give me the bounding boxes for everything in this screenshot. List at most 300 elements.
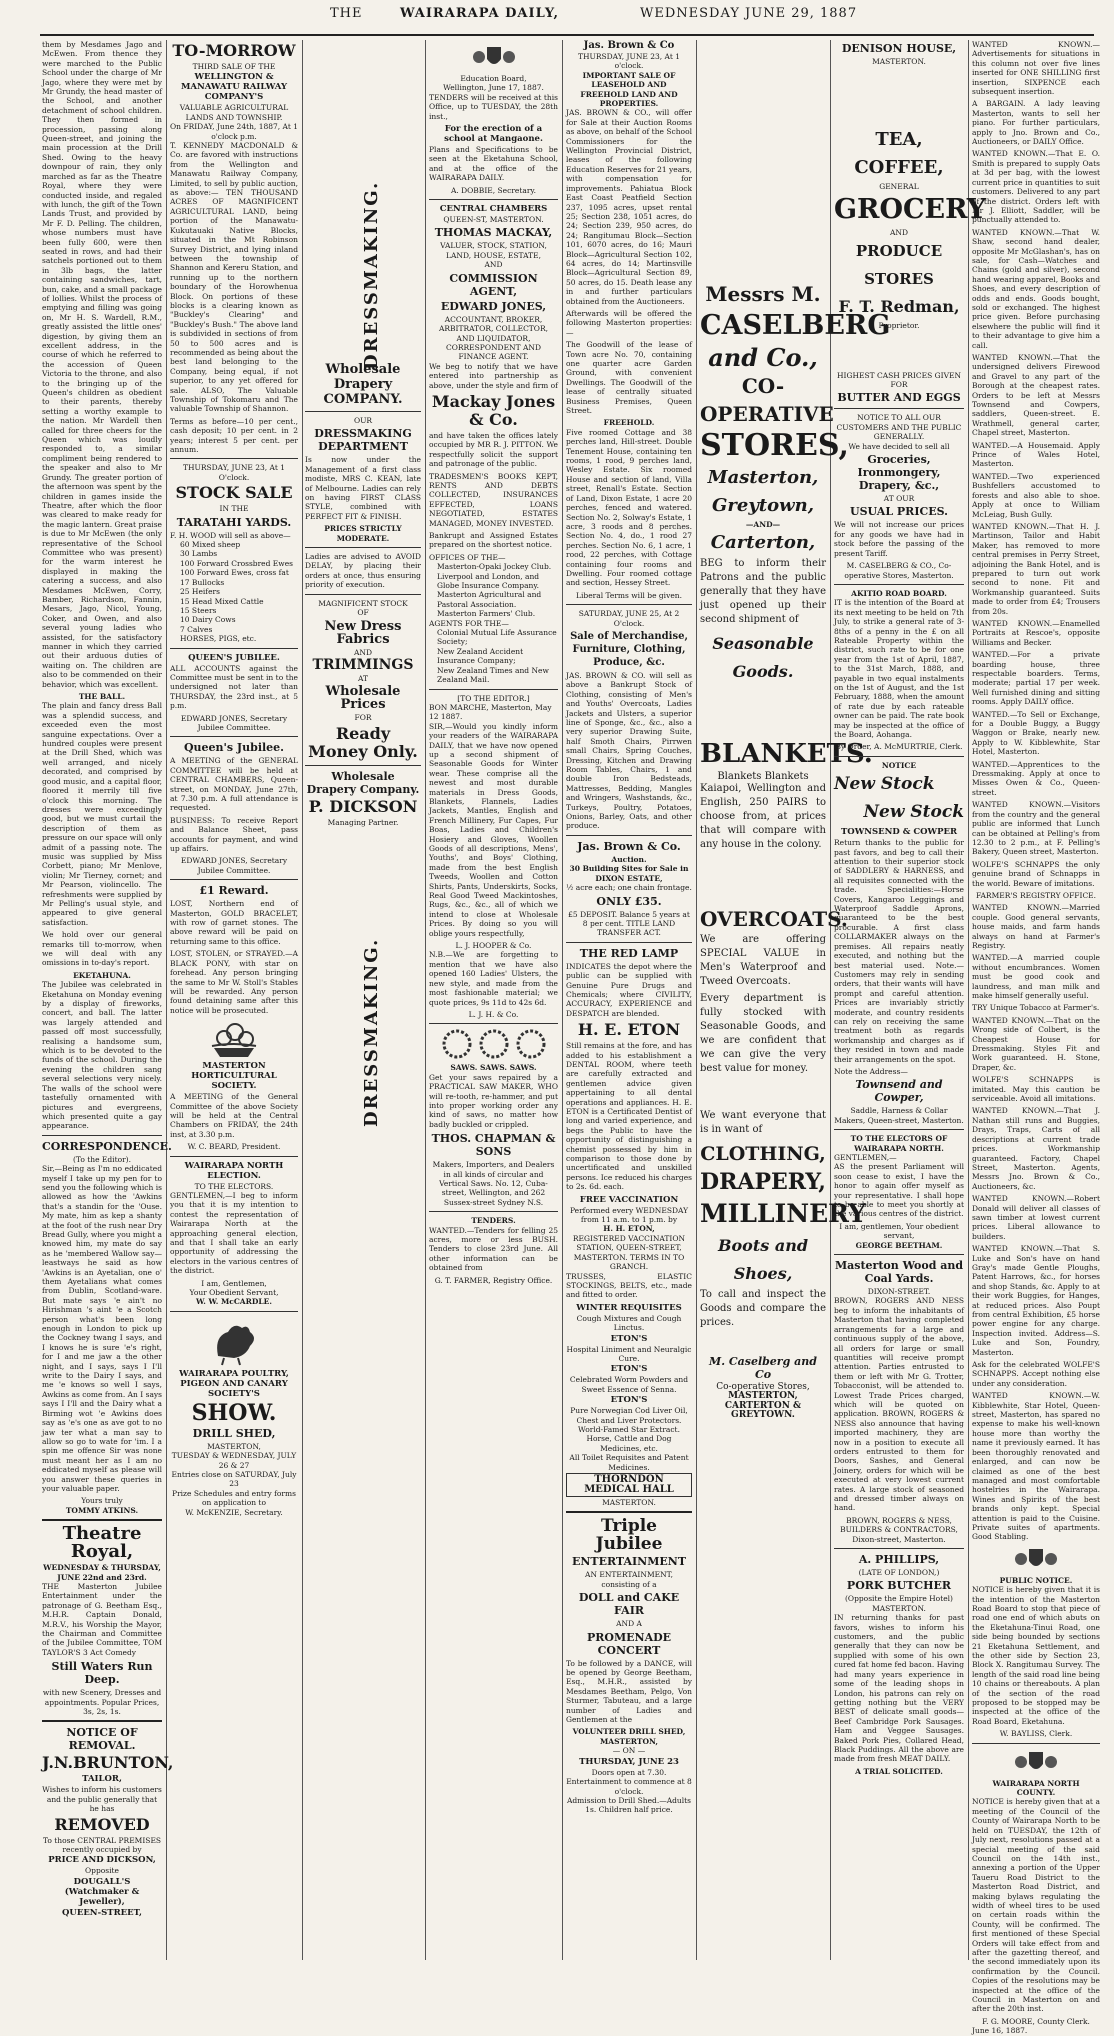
list-item: Masterton-Opaki Jockey Club.	[437, 562, 552, 572]
spacer	[834, 331, 964, 371]
divider	[429, 199, 558, 200]
clothing-heading: CLOTHING,	[700, 1142, 826, 1165]
wanted-ad: WANTED KNOWN.—Robert Donald will deliver all classes of sawn timber at lowest current prices. Liberal allowance to builders.	[972, 1194, 1100, 1241]
letter-sign: L. J. HOOPER & Co.	[455, 941, 532, 951]
tenders-text: TENDERS will be received at this Office, up to TUESDAY, the 28th inst.,	[429, 92, 558, 121]
akitio-sign: By Order, A. McMURTRIE, Clerk.	[835, 742, 963, 752]
akitio-body: IT is the intention of the Board at its next meeting to be held on 7th July, to strike a general rate of 3-8ths of a penny in the £ on all Rateable Property within the district, such rate to be for one year from the 1st of April, 1887, to the 31st March, 1888, and payable in two equal instalments on the 1st of August, and the 1st February, 1888, when the amount of rate due by each rateable owner can be paid. The rate book may be inspected at the office of the Board, Aohanga.	[834, 598, 964, 739]
notice-customers: NOTICE TO ALL OUR CUSTOMERS AND THE PUBLIC GENERALLY.	[836, 413, 962, 442]
column-7	[834, 40, 986, 1960]
phillips-name: A. PHILLIPS,	[858, 1553, 940, 1567]
wanted-ads-list	[972, 99, 1100, 1541]
accountant-line: ACCOUNTANT, BROKER, ARBITRATOR, COLLECTOR, AND LIQUIDATOR, CORRESPONDENT AND FINANCE AGENT.	[438, 314, 548, 362]
wanted-ad: A BARGAIN. A lady leaving Masterton, wants to sell her piano. For further particulars, apply to Jno. Brown and Co., Auctioneers, or DAILY Office.	[972, 99, 1100, 147]
wood-sign: BROWN, ROGERS & NESS, BUILDERS & CONTRACTORS, Dixon-street, Masterton.	[840, 1515, 958, 1544]
public-notice-heading: PUBLIC NOTICE.	[999, 1575, 1073, 1585]
masterton-label: Masterton,	[707, 467, 819, 488]
price-dickson: PRICE AND DICKSON,	[48, 1855, 156, 1866]
denison-masterton: MASTERTON.	[872, 57, 926, 66]
column-3	[305, 40, 421, 1960]
show-heading: SHOW.	[191, 1399, 277, 1426]
letter-text: SIR,—Would you kindly inform your readers of the WAIRARAPA DAILY, that we have now opened up a second shipment of Seasonable Goods for Winter wear. These comprise all the newest and most durable materials in Dress Goods, Blankets, Flannels, Ladies Jackets, Mantles, English and French Millinery, Fur Capes, Fur Boas, Ladies and Children's Hosiery and Gloves, Woollen Goods of all descriptions, Mens', Youths', and Boys' Clothing, made from the best English Tweeds, Woollen and Cotton Shirts, Pants, Underskirts, Socks, Real Good Tweed Mackintoshes, Rugs, &c., &c., all of which we intend to close at Wholesale Prices. By doing so you will oblige yours respectfully,	[429, 721, 558, 938]
wanted-ad: WANTED KNOWN.—That W. Shaw, second hand dealer, opposite Mr McGlashan's, has on sale, for Cash—Watches and Chains (gold and silver), second hand wearing apparel, Books and Shoes, and every description of odds and ends. Goods bought, sold or exchanged. The highest price given. Before purchasing elsewhere the public will find it to their advantage to give him a call.	[972, 227, 1100, 350]
coat-of-arms-icon	[1011, 1748, 1061, 1776]
every-text: Every department is fully stocked with Seasonable Goods, and we are confident that we can give the very best value for money.	[700, 992, 826, 1074]
ball-heading: THE BALL.	[78, 692, 126, 702]
ladies-note: Ladies are advised to AVOID DELAY, by placing their orders at once, thus ensuring priority of execution.	[305, 552, 421, 590]
wdc-2: Wholesale Drapery Company.	[306, 769, 420, 796]
to-editor: [TO THE EDITOR.]	[457, 693, 530, 703]
wanted-ad: WANTED KNOWN.—Married couple. Good general servants, house maids, and farm hands always on hand at Farmer's Registry.	[972, 903, 1100, 950]
thorndon-sub: MASTERTON.	[602, 1498, 656, 1507]
divider	[305, 411, 421, 412]
show-sign: W. McKENZIE, Secretary.	[185, 1507, 283, 1517]
eton-body: Still remains at the fore, and has added to his establishment a DENTAL ROOM, where teeth are carefully extracted and gentlemen advice given appertaining to all dental operations and appliances. H. E. ETON is a Certificated Dentist of long and varied experience, and begs the Public to have the opportunity of distinguishing a chemist possessed by him in comparison to those done by uncertificated and unskilled persons. Ice reduced his charges to 2s. 6d. each.	[566, 1041, 692, 1192]
wanted-ad: WANTED.—Two experienced Bushfellers accustomed to forests and also able to shoe. Apply at once to William McLeiag, Bush Gully.	[972, 471, 1100, 519]
etons-3-body: Pure Norwegian Cod Liver Oil, Chest and Liver Protectors. World-Famed Star Extract. Horse, Cattle and Dog Medicines, etc.	[570, 1406, 688, 1453]
column-separator	[166, 40, 167, 1960]
wanted-ad: WANTED.—To Sell or Exchange, for a Double Buggy, a Buggy Waggon or Brake, nearly new. Apply to W. Kibblewhite, Star Hotel, Masterton.	[972, 709, 1100, 757]
spacer	[700, 855, 826, 905]
coat-of-arms-icon	[1011, 1545, 1061, 1573]
vaccination-foot: REGISTERED VACCINATION STATION, QUEEN-STREET, MASTERTON. TERMS IN TO GRANCH.	[572, 1233, 686, 1272]
drill-shed: DRILL SHED,	[192, 1426, 276, 1440]
co-operative-label: CO-OPERATIVE	[700, 374, 834, 426]
county-date: June 16, 1887.	[972, 2026, 1028, 2036]
divider	[305, 547, 421, 548]
dougall-label: DOUGALL'S (Watchmaker & Jeweller),	[64, 1876, 140, 1907]
divider	[305, 765, 421, 766]
theatre-body: THE Masterton Jubilee Entertainment under the patronage of G. Beetham Esq., M.H.R. Captain Donald, M.R.V., his Worship the Mayor, the Chairman and Committee of the Jubilee Committee, TOM TAYLOR'S 3 Act Comedy	[42, 1581, 162, 1657]
queens-jubilee-2-business: BUSINESS: To receive Report and Balance Sheet, pass accounts for payment, and wind up affairs.	[170, 815, 298, 854]
on-label: — ON —	[612, 1746, 646, 1756]
valuer-line: VALUER, STOCK, STATION, LAND, HOUSE, ESTATE,	[440, 241, 547, 260]
dress-fabrics: New Dress Fabrics	[324, 618, 402, 647]
stock-item: 10 Dairy Cows	[180, 615, 236, 625]
queens-jubilee-2-body: A MEETING of the GENERAL COMMITTEE will be held at CENTRAL CHAMBERS, Queen-street, on MONDAY, June 27th, at 7.30 p.m. A full attendance is requested.	[170, 756, 298, 813]
promenade-concert: PROMENADE CONCERT	[586, 1630, 672, 1657]
prices-moderate: PRICES STRICTLY MODERATE.	[324, 524, 402, 543]
plans-text: Plans and Specifications to be seen at the Eketahuna School, and at the office of the WAIRARAPA DAILY.	[429, 145, 558, 183]
wood-line: F. H. WOOD will sell as above—	[170, 530, 291, 540]
masthead-the: THE	[330, 6, 363, 21]
caselberg-name: CASELBERG	[700, 310, 891, 341]
decided-text: We have decided to sell all	[848, 441, 950, 451]
wanted-ad: WANTED KNOWN.—That S. Luke and Son's have on hand Gray's made Gentle Ploughs, Patent Harrows, &c., for horses and shop Stands, &c. Apply to at their work Buggies, for Hanges, at reduced prices. Also Poupt from central Exhibition, £5 horse power engine for any charge. Inspection invited. Address—S. Luke and Son, Foundry, Masterton.	[972, 1244, 1100, 1357]
queen-street-label: QUEEN-STREET,	[62, 1907, 142, 1918]
list-item: Colonial Mutual Life Assurance Society;	[437, 628, 557, 647]
wanted-ad: WOLFE'S SCHNAPPS is imitated. May this caution be serviceable. Avoid all imitations.	[972, 1075, 1100, 1104]
proprietor-label: Proprietor.	[878, 321, 920, 331]
divider	[170, 458, 298, 459]
divider	[834, 584, 964, 585]
eketahuna-text: The Jubilee was celebrated in Eketahuna on Monday evening by a display of fireworks, concert, and ball. The latter was largely attended and passed off most successfully, realising a handsome sum, which is to be devoted to the funds of the school. During the evening the children sang several selections very nicely. The walls of the school were tastefully ornamented with pictures and evergreens, which presented quite a gay appearance.	[42, 980, 162, 1131]
general-label: GENERAL	[879, 182, 919, 192]
removed-label: REMOVED	[54, 1814, 150, 1834]
thorndon-hall: THORNDON MEDICAL HALL	[566, 1473, 692, 1497]
taratahi-yards: TARATAHI YARDS.	[176, 515, 292, 529]
theatre-play: Still Waters Run Deep.	[51, 1660, 153, 1687]
and-label: AND	[890, 227, 908, 237]
electors-heading: TO THE ELECTORS OF WAIRARAPA NORTH.	[850, 1134, 948, 1153]
reward-heading: £1 Reward.	[199, 884, 269, 898]
doors-text: Doors open at 7.30. Entertainment to commence at 8 o'clock.	[566, 1767, 692, 1796]
trusses-text: TRUSSES, ELASTIC STOCKINGS, BELTS, etc., made and fitted to order.	[566, 1271, 692, 1300]
grocery-heading: GROCERY	[834, 193, 986, 225]
show-entries: Entries close on SATURDAY, July 23	[171, 1470, 297, 1489]
wanted-tenders: WANTED.—Tenders for felling 25 acres, more or less BUSH. Tenders to close 23rd June. All other information can be obtained from	[429, 1225, 558, 1273]
overcoats-heading: OVERCOATS.	[700, 906, 848, 931]
correspondence-text: Sir,—Being as I'm no eddicated myself I take up my pen for to send you the following which is allowed as how the 'Awkins that's a standin for the 'Ouse. My mate, him as kep a shanty at the foot of the rush near Dry Bread Gully, where you might a knowed him, my mate do say as he 'membered Wallow say—leastways he said as how 'Awkins is an Ayetalian, one o' them Ayetalians what comes from Dublin, Scotland-ware. But mate says 'e ain't no Hirishman 's aint 'e a Scotch person what's been long enough in London to pick up the Cockney twang I says, and I knows he is sure 'e's right, for I and me jaw a the other night, and I says, says I I'll write to the Dairy I says, and me 'e knows so well I says, Awkins as come from. An I says says I I'll and the Dairy what a Birming wot 'e Awkins does say as 'e's one as ave got to no jaw ter what a man say to allow so go to wate for 'im. I a spin me offence Sir was none must meant her as I am no eddicated myself as please will you answer these queries in your valuable paper.	[42, 1164, 162, 1493]
building-sites: 30 Building Sites for Sale in DIXON ESTATE,	[569, 864, 689, 883]
stock-item: 7 Calves	[180, 624, 213, 634]
education-board: Education Board,	[460, 74, 527, 83]
for-label: FOR	[354, 713, 372, 723]
tea-coffee: TEA, COFFEE,	[854, 129, 944, 179]
jubilee-report-text: them by Mesdames Jago and McEwen. From thence they were marched to the Public School under the charge of Mr Jago, where they were met by Mr Grundy, the head master of the School, and another detachment of school children. They then formed in procession, passing along Queen-street, and joining the main procession at the Drill Shed. Owing to the heavy downpour of rain, they only marched as far as the Theatre Royal, where they were conducted inside, and regaled with lunch, the gift of the Town Lands Trust, and provided by Mr F. D. Pelling. The children, whose numbers must have been fully 600, were then seated in rows, and had their satchels portioned out to them in 3lb bags, the latter containing sandwiches, tart, bun, cake, and a small package of lollies. Whilst the process of emptying and filling was going on, Mr H. S. Wardell, R.M., greatly assisted the little ones' digestion, by giving them an excellent address, in the course of which he referred to the accession of Queen Victoria to the throne, and also to the bringing up of the Queen's children as obedient to their parents, thereby setting a worthy example to the nation. Mr Wardell then called for three cheers for the Queen which was loudly responded to, a similar compliment being rendered to the speaker and also to Mr Grundy. The greater portion of the afternoon was spent by the children in games inside the Theatre, after which the floor was cleared to make ready for the magic lantern. Great praise is due to Mr McEwen (the only representative of the School Committee who was present) for the warm interest he displayed in making the catering a success, and also Mesdames McEwen, Corry, Bamber, Richardson, Fannin, Mesars, Jago, Nicol, Young, Coker, and Owen, and also several young ladies who assisted, for the satisfactory manner in which they carried out their arduous duties of waiting on. The children are also to be commended on their behavior, which was excellent.	[42, 40, 162, 689]
wanted-ad: WANTED KNOWN.—That on the Wrong side of Colbert, is the Cheapest House for Dressmaking. Styles Fit and Work guaranteed. H. Stone, Draper, &c.	[972, 1015, 1100, 1072]
freehold-heading: FREEHOLD.	[603, 418, 655, 428]
theatre-royal-heading: Theatre Royal,	[62, 1523, 142, 1563]
usual-body: We will not increase our prices for any goods we have had in stock before the passing of the present Tariff.	[834, 520, 964, 558]
stock-sale-heading: STOCK SALE	[175, 483, 293, 503]
magnificent-label: MAGNIFICENT STOCK	[318, 598, 408, 608]
jones-name: EDWARD JONES,	[440, 299, 547, 313]
townsend-heading: TOWNSEND & COWPER	[840, 827, 958, 838]
usual-prices: USUAL PRICES.	[850, 505, 948, 519]
redman-name: F. T. Redman,	[838, 297, 960, 317]
spacer	[700, 686, 826, 736]
divider	[429, 1023, 558, 1024]
taken-text: and have taken the offices lately occupied by MR R. J. PITTON. We respectfully solicit the support and patronage of the public.	[429, 430, 558, 469]
coat-of-arms-icon	[469, 43, 519, 71]
etons-1-body: Hospital Liniment and Neuralgic Cure.	[566, 1344, 692, 1363]
messrs-label: Messrs M.	[705, 282, 821, 306]
tenders-heading: TENDERS.	[471, 1216, 516, 1226]
lands-label: VALUABLE AGRICULTURAL LANDS AND TOWNSHIP.	[179, 103, 289, 122]
blankets-heading: BLANKETS.	[700, 739, 873, 770]
vertical-banner-2: DRESSMAKING.	[361, 937, 382, 1128]
townsend-name: Townsend and Cowper,	[855, 1078, 943, 1105]
gents-body: AS the present Parliament will soon cease to exist, I have the honor to again offer myself as your representative. I shall hope to be able to meet you shortly at the various centres of the district.	[834, 1162, 964, 1219]
dept-body: Is now under the Management of a first class modiste, MRS C. KEAN, late of Melbourne. Ladies can rely on having FIRST CLASS STYLE, combined with PERFECT FIT & FINISH.	[305, 455, 421, 521]
managing-partner: Managing Partner.	[327, 817, 399, 827]
kaiapoi-text: Kaiapoi, Wellington and English, 250 PAIRS to choose from, at prices that will compare with any house in the colony.	[700, 782, 826, 850]
deposit-text: £5 DEPOSIT. Balance 5 years at 8 per cent. TITLE LAND TRANSFER ACT.	[568, 909, 690, 938]
wanted-ad: WANTED KNOWN.—That H. J. Martinson, Tailor and Habit Maker, has removed to more central premises in Perry Street, adjoining the Bank Hotel, and is prepared to turn out work second to none. Fit and Workmanship guaranteed. Suits made to order from £4; Trousers from 20s.	[972, 521, 1100, 616]
divider	[566, 1511, 692, 1513]
divider	[42, 1519, 162, 1521]
opposite-label: (Opposite the Empire Hotel)	[845, 1594, 953, 1604]
gents-label: GENTLEMEN,—	[834, 1153, 897, 1162]
election-heading: WAIRARAPA NORTH ELECTION.	[184, 1160, 284, 1181]
townsend-address-label: Note the Address—	[834, 1066, 908, 1076]
london-label: (LATE OF LONDON,)	[858, 1568, 940, 1578]
triple-jubilee: Triple Jubilee	[595, 1516, 663, 1555]
millinery-heading: MILLINERY	[700, 1198, 866, 1228]
and-label: AND	[354, 647, 372, 657]
vertical-banner-2-box	[305, 827, 421, 1147]
eketahuna-heading: EKETAHUNA.	[73, 970, 131, 980]
show-prize: Prize Schedules and entry forms on application to	[172, 1488, 296, 1508]
trial-solicited: A TRIAL SOLICITED.	[855, 1766, 943, 1776]
divider	[42, 1135, 162, 1136]
column-separator	[968, 40, 969, 1960]
queens-jubilee-2-sign: EDWARD JONES, Secretary Jubilee Committee.	[180, 856, 288, 875]
jas-brown-date: THURSDAY, JUNE 23, At 1 o'clock.	[577, 52, 681, 71]
brunton-name: J.N.BRUNTON,	[42, 1753, 174, 1773]
entertainment-body: AN ENTERTAINMENT, consisting of a	[585, 1570, 673, 1589]
only-price: ONLY £35.	[596, 894, 662, 908]
produce-stores: PRODUCE STORES	[855, 242, 943, 289]
stores-label: STORES,	[700, 428, 849, 463]
column-1	[42, 40, 174, 1960]
sale-body: JAS. BROWN & CO., will offer for Sale at their Auction Rooms as above, on behalf of the School Commissioners for the Wellington Provincial District, leases of the following Education Reserves for 21 years, with compensation for improvements. Pahiatua Block East Coast Peatfield Section 237, 1095 acres, upset rental 25; Section 238, 1051 acres, do 24; Section 239, 950 acres, do 24; Rangitumau Block—Section 101, 6070 acres, do 16; Mauri Block—Agricultural Section 102, 64 acres, do 14; Martinsville Block—Agricultural Section 89, 50 acres, do 15. Death lease any in and further particulars obtained from the Auctioneers.	[566, 108, 692, 306]
queen-st: QUEEN-ST, MASTERTON.	[443, 215, 544, 225]
correspondence-name: TOMMY ATKINS.	[65, 1505, 139, 1515]
wanted-ad: WANTED KNOWN.—That the undersigned delivers Firewood and Gravel to any part of the Borough at the cheapest rates. Orders to be left at Messrs Townsend and Cowpers, saddlers, Queen-street. E. Wrathmell, general carter, Chapel street, Masterton.	[972, 353, 1100, 438]
election-am: I am, Gentlemen,	[201, 1278, 267, 1288]
want-text: We want everyone that is in want of	[700, 1109, 826, 1135]
and-co-label: and Co.,	[708, 343, 818, 372]
winter-body: Cough Mixtures and Cough Linctus.	[576, 1313, 682, 1333]
lost-bracelet: LOST, Northern end of Masterton, GOLD BRACELET, with row of garnet stones. The above reward will be paid on returning same to this office.	[170, 899, 298, 946]
eton-name: H. E. ETON	[577, 1020, 681, 1040]
election-body: GENTLEMEN,—I beg to inform you that it is my intention to contest the representation of Wairarapa North at the approaching general election, and that I shall take an early opportunity of addressing the electors in the various centres of the district.	[170, 1190, 298, 1276]
removal-heading: NOTICE OF REMOVAL.	[66, 1726, 138, 1753]
dept-heading: DRESSMAKING DEPARTMENT	[314, 427, 412, 454]
dixon-street: DIXON-STREET.	[867, 1287, 931, 1297]
red-lamp-body: INDICATES the depot where the public can be supplied with Genuine Pure Drugs and Chemicals; where CIVILITY, ACCURACY, EXPERIENCE and DESPATCH are blended.	[566, 961, 692, 1018]
wood-body: BROWN, ROGERS AND NESS beg to inform the inhabitants of Masterton that having completed arrangements for a large and continuous supply of the above, all orders for large or small quantities will receive prompt attention. Parties entrusted to them or left with Mr G. Trotter, Tobacconist, will be attended to. Lowest Trade Prices charged, which will be quoted on application. BROWN, ROGERS & NESS also announce that having imported machinery, they are now in a position to execute all orders entrusted to them for Doors, Sashes, and General Joinery, orders for which will be executed at very lowest current rates. A large stock of seasoned and dressed timber always on hand.	[834, 1296, 964, 1513]
column-separator	[425, 40, 426, 1960]
county-heading: WAIRARAPA NORTH COUNTY.	[992, 1778, 1080, 1798]
blankets-sub: Blankets Blankets	[717, 771, 809, 783]
nb-sign: L. J. H. & Co.	[468, 1009, 519, 1019]
promenade-body: To be followed by a DANCE, will be opened by George Beetham, Esq., M.H.R., assisted by Mesdames Beetham, Pelgo, Von Sturmer, Tabuteau, and a large number of Ladies and Gentlemen at the	[566, 1658, 692, 1725]
new-stock-2: New Stock	[863, 802, 964, 823]
doll-cake-fair: DOLL and CAKE FAIR	[578, 1591, 680, 1618]
divider	[834, 1254, 964, 1255]
stock-item: HORSES, PIGS, etc.	[180, 634, 257, 644]
county-sign: F. G. MOORE, County Clerk.	[982, 2016, 1090, 2026]
divider	[170, 736, 298, 737]
at-label: AT	[357, 673, 368, 683]
boots-heading: Boots and Shoes,	[717, 1235, 809, 1283]
etons-2: ETON'S	[610, 1364, 648, 1375]
winter-heading: WINTER REQUISITES	[576, 1302, 682, 1313]
removed-body: To those CENTRAL PREMISES recently occupied by	[42, 1835, 162, 1855]
divider	[566, 835, 692, 836]
vaccination-heading: FREE VACCINATION	[579, 1194, 679, 1205]
divider	[170, 648, 298, 649]
liberal-terms: Liberal Terms will be given.	[576, 590, 682, 600]
dobbie-sign: A. DOBBIE, Secretary.	[450, 185, 537, 195]
show-date: TUESDAY & WEDNESDAY, JULY 26 & 27	[171, 1451, 297, 1470]
masthead-rule	[40, 34, 1094, 36]
divider	[42, 1720, 162, 1722]
goodwill-text: The Goodwill of the lease of Town acre No. 70, containing one quarter acre Garden Ground, with convenient Dwellings. The Goodwill of the lease of centrally situated Business Premises, Queen Street.	[566, 340, 692, 416]
commission-agent: COMMISSION AGENT,	[449, 271, 538, 298]
akitio-heading: AKITIO ROAD BOARD.	[851, 588, 947, 598]
call-text: To call and inspect the Goods and compare the prices.	[700, 1288, 826, 1328]
bon-marche: BON MARCHE, Masterton, May 12 1887.	[429, 702, 552, 722]
highest-cash: HIGHEST CASH PRICES GIVEN FOR	[836, 370, 962, 390]
nb-text: N.B.—We are forgetting to mention that we have also opened 160 Ladies' Ulsters, the new style, and made from the most fashionable material; we quote prices, 9s 11d to 42s 6d.	[429, 950, 558, 1007]
eton-2: H. H. ETON,	[603, 1224, 655, 1234]
wanted-ad: FARMER'S REGISTRY OFFICE.	[975, 890, 1097, 900]
list-item: Masterton Farmers' Club.	[437, 609, 536, 619]
stock-item: 60 Mixed sheep	[180, 540, 241, 550]
wanted-ad: WANTED.—For a private boarding house, three respectable boarders. Terms, moderate; partial 17 per week. Well furnished dining and sitting rooms. Apply DAILY office.	[972, 650, 1100, 707]
and-label: —AND—	[745, 520, 781, 529]
saturday-date: SATURDAY, JUNE 25, At 2 O'clock.	[578, 609, 680, 628]
pork-butcher: PORK BUTCHER	[846, 1579, 952, 1593]
butter-eggs: BUTTER AND EGGS	[837, 391, 961, 405]
wdc-heading: Wholesale Drapery COMPANY.	[323, 362, 403, 407]
mackay-name: THOMAS MACKAY,	[434, 226, 553, 240]
stock-item: 100 Forward Crossbred Ewes	[180, 558, 293, 568]
stock-item: 15 Head Mixed Cattle	[180, 596, 264, 606]
wanted-ad: WANTED.—A Housemaid. Apply Prince of Wales Hotel, Masterton.	[972, 440, 1100, 469]
groceries-heading: Groceries, Ironmongery, Drapery, &c.,	[857, 453, 941, 493]
agents-list	[429, 628, 558, 684]
stock-item: 25 Heifers	[180, 587, 220, 597]
divider	[305, 594, 421, 595]
correspondence-sub: (To the Editor).	[72, 1154, 131, 1164]
of-label: OF	[357, 608, 369, 618]
caselberg-footer: M. Caselberg and Co	[709, 1354, 817, 1381]
towns-footer: MASTERTON, CARTERTON & GREYTOWN.	[724, 1391, 802, 1421]
election-yours: Your Obedient Servant,	[189, 1288, 279, 1298]
merchandise-body: JAS. BROWN & CO. will sell as above a Bankrupt Stock of Clothing, consisting of Men's and Youths' Overcoats, Ladies Jackets and Ulsters, a superior line of Sponge, &c., &c., also a very superior Drawing Suite, half Smoth Chairs, Pirrwen small Chairs, Spring Couches, Dressing, Kitchen and Drawing Room Tables, Chairs, 1 and double Iron Bedsteads, Mattresses, Bedding, Mangles and Wringers, Washstands, &c., Turkeys, Poultry, Potatoes, Onions, Barley, Oats, and other produce.	[566, 670, 692, 831]
admission-text: Admission to Drill Shed.—Adults 1s. Children half price.	[566, 1795, 692, 1815]
correspondence-heading: CORRESPONDENCE.	[42, 1139, 172, 1153]
after-text: Afterwards will be offered the following Masterton properties:—	[566, 308, 692, 337]
wanted-ad: TRY Unique Tobacco at Farmer's.	[972, 1003, 1100, 1013]
acre-each: ½ acre each; one chain frontage.	[566, 883, 692, 893]
saws-body: Get your saws repaired by a PRACTICAL SAW MAKER, WHO will re-tooth, re-hammer, and put into proper working order any kind of saws, no matter how badly buckled or crippled.	[429, 1072, 558, 1129]
wanted-ad: WANTED KNOWN.—That E. O. Smith is prepared to supply Oats at 3d per bag, with the lowest current price in quantities to suit customers. Delivered to any part of the district. Orders left with Mr J. Elliott, Saddler, will be punctually attended to.	[972, 149, 1100, 225]
county-body: NOTICE is hereby given that at a meeting of the Council of the County of Wairarapa North to be held on TUESDAY, the 12th of July next, resolutions passed at a special meeting of the said Council on the 14th inst., annexing a portion of the Upper Taueru Road District to the Masterton Road District, and making bylaws regulating the width of wheel tires to be used on certain roads within the County, will be confirmed. The first mentioned of these Special Orders will take effect from and after the gazetting thereof, and the second immediately upon its confirmation by the Council. Copies of the resolutions may be inspected at the office of the Council in Masterton on and after the 20th inst.	[972, 1797, 1100, 2014]
merchandise-heading: Sale of Merchandise, Furniture, Clothing, Produce, &c.	[570, 630, 688, 668]
brunton-body: Wishes to inform his customers and the public generally that he has	[42, 1785, 162, 1814]
column-2	[170, 40, 298, 1960]
sale-date: On FRIDAY, June 24th, 1887, At 1 o'clock p.m.	[170, 122, 299, 141]
wanted-ad: WANTED.—Apprentices to the Dressmaking. Apply at once to Misses Owen & Co., Queen-street.	[972, 759, 1100, 797]
toilet-text: All Toilet Requisites and Patent Medicines.	[569, 1453, 689, 1472]
wanted-ad: WANTED.—A married couple without encumbrances. Women must be good cook and laundress, and man milk and make himself generally useful.	[972, 953, 1100, 1000]
agents-heading: AGENTS FOR THE—	[429, 618, 509, 628]
masthead-title: WAIRARAPA DAILY,	[400, 6, 560, 21]
stock-sale-date: THURSDAY, JUNE 23, At 1 O'clock.	[182, 463, 286, 482]
to-electors: TO THE ELECTORS.	[194, 1181, 274, 1191]
divider	[566, 942, 692, 943]
and-a: AND A	[616, 1619, 642, 1629]
flower-basket-icon	[204, 1018, 264, 1058]
holdover-text: We hold over our general remarks till to-morrow, when we will deal with any omissions in to-day's report.	[42, 930, 162, 968]
etons-3: ETON'S	[610, 1395, 648, 1406]
wanted-ad: WANTED KNOWN.—W. Kibblewhite, Star Hotel, Queen-street, Masterton, has spared no expense to make his well-known house more than worthy the name it previously earned. It has been thoroughly renovated and enlarged, and can now be claimed as one of the best managed and most comfortable hostelries in the Wairarapa. Wines and Spirits of the best brands only kept. Special attention is paid to the Cuisine. Private suites of apartments. Good Stabling.	[972, 1391, 1100, 1542]
vertical-banner-1: DRESSMAKING.	[361, 180, 382, 370]
divider	[834, 408, 964, 409]
gents-yours: I am, gentlemen, Your obedient servant,	[839, 1221, 959, 1241]
erection-heading: For the erection of a school at Mangaone.	[444, 124, 543, 145]
column-5	[566, 40, 692, 1960]
queens-jubilee-body: ALL ACCOUNTS against the Committee must be sent in to the undersigned not later than THURSDAY, the 23rd inst., at 5 p.m.	[170, 663, 298, 711]
firm-name: Mackay Jones & Co.	[431, 391, 556, 429]
coop-footer: Co-operative Stores,	[716, 1381, 810, 1392]
at-our: AT OUR	[883, 494, 915, 504]
wholesale-prices: Wholesale Prices	[325, 684, 401, 713]
thursday-june: THURSDAY, JUNE 23	[579, 1756, 679, 1767]
volunteer-drill-shed: VOLUNTEER DRILL SHED, MASTERTON,	[572, 1727, 686, 1746]
jas-brown-heading: Jas. Brown & Co	[583, 40, 675, 51]
etons-2-body: Celebrated Worm Powders and Sweet Essence of Senna.	[569, 1375, 689, 1394]
third-sale-label: THIRD SALE OF THE	[192, 62, 276, 71]
column-separator	[696, 40, 697, 1960]
lost-pony: LOST, STOLEN, or STRAYED.—A BLACK PONY, with star on forehead. Any person bringing the same to Mr W. Stoll's Stables will be rewarded. Any person found detaining same after this notice will be prosecuted.	[170, 949, 298, 1015]
dickson-name: P. DICKSON	[308, 796, 418, 816]
ready-money: Ready Money Only.	[308, 723, 418, 761]
farmer-sign: G. T. FARMER, Registry Office.	[434, 1275, 553, 1285]
important-sale: IMPORTANT SALE OF LEASEHOLD AND FREEHOLD LAND AND PROPERTIES.	[580, 70, 678, 109]
wood-coal-heading: Masterton Wood and Coal Yards.	[834, 1259, 964, 1286]
election-name: W. W. McCARDLE.	[196, 1297, 272, 1307]
vaccination-body: Performed every WEDNESDAY from 11 a.m. to 1 p.m. by	[569, 1205, 689, 1225]
red-lamp-heading: THE RED LAMP	[579, 946, 679, 960]
spacer	[700, 40, 826, 280]
auction-label: Auction.	[611, 854, 647, 864]
column-4	[429, 40, 558, 1960]
queens-jubilee-2-heading: Queen's Jubilee.	[183, 741, 285, 755]
column-separator	[302, 40, 303, 1960]
masthead-date: WEDNESDAY JUNE 29, 1887	[640, 6, 858, 21]
central-chambers: CENTRAL CHAMBERS	[439, 204, 548, 215]
stock-item: 30 Lambs	[180, 549, 218, 559]
stock-list	[170, 540, 298, 643]
theatre-dates: WEDNESDAY & THURSDAY, JUNE 22nd and 23rd.	[43, 1563, 161, 1582]
divider	[834, 1548, 964, 1549]
sale-body: T. KENNEDY MACDONALD & Co. are favored with instructions from the Wellington and Manawatu Railway Company, Limited, to sell by public auction, as above:— TEN THOUSAND ACRES OF MAGNIFICENT AGRICULTURAL LAND, being portion of the Manawatu-Kukutauaki Native Blocks, situated in the Mt Robinson Survey District, and lying inland between the township of Shannon and Kereru Station, and running up to the northern boundary of the Horowhenua Block. On portions of these blocks is a clearing known as "Buckley's Clearing" and "Buckley's Bush." The above land is subdivided in sections of from 50 to 500 acres and is recommended as being about the best land belonging to the Company, being equal, if not superior, to any yet offered for sale. ALSO, The Valuable Township of Tokomaru and The valuable Township of Shannon.	[170, 141, 298, 414]
freehold-text: Five roomed Cottage and 38 perches land, Hill-street. Double Tenement House, containing ten rooms, 1 rood, 9 perches land, Wesley Estate. Six roomed House and section of land, Villa street, Renall's Estate. Section of Land, Dixon Estate, 1 acre 20 perches, fenced and watered. Section No. 2, Solway's Estate, 1 acre, 3 roods and 8 perches. Section No. 4, do., 1 rood 27 perches. Section No. 6, 1 acre, 1 rood, 22 perches, with Cottage containing four rooms and Dwelling. Four roomed cottage and section, Hessey Street.	[566, 427, 692, 588]
saws-icon	[439, 1028, 549, 1060]
seasonable-goods: Seasonable Goods.	[712, 634, 814, 682]
divider	[972, 1743, 1100, 1744]
show-place: MASTERTON,	[207, 1441, 261, 1451]
stock-item: 100 Forward Ewes, cross fat	[180, 568, 289, 578]
tomorrow-heading: TO-MORROW	[172, 41, 296, 60]
bankrupt-text: Bankrupt and Assigned Estates prepared on the shortest notice.	[429, 531, 558, 550]
beetham-name: GEORGE BEETHAM.	[855, 1240, 943, 1250]
our-label: OUR	[353, 416, 373, 425]
divider	[170, 879, 298, 880]
divider	[566, 604, 692, 605]
new-stock-1: New Stock	[834, 774, 935, 795]
usual-sign: M. CASELBERG & CO., Co-operative Stores, Masterton.	[844, 561, 954, 580]
notify-text: We beg to notify that we have entered into partnership as above, under the style and firm of	[429, 361, 558, 390]
masterton-2: MASTERTON.	[872, 1603, 926, 1613]
entertainment-heading: ENTERTAINMENT	[571, 1555, 687, 1569]
wanted-ad: WOLFE'S SCHNAPPS the only genuine brand of Schnapps in the world. Beware of imitations.	[972, 859, 1100, 888]
saws-heading: SAWS. SAWS. SAWS.	[450, 1063, 537, 1073]
divider	[170, 1156, 298, 1157]
offering-text: We are offering SPECIAL VALUE in Men's Waterproof and Tweed Overcoats.	[700, 933, 826, 987]
correspondence-sign: Yours truly	[81, 1496, 123, 1506]
stock-item: 17 Bullocks	[180, 577, 225, 587]
carterton-label: Carterton,	[710, 532, 816, 554]
horticultural-heading: MASTERTON HORTICULTURAL SOCIETY.	[191, 1061, 277, 1092]
